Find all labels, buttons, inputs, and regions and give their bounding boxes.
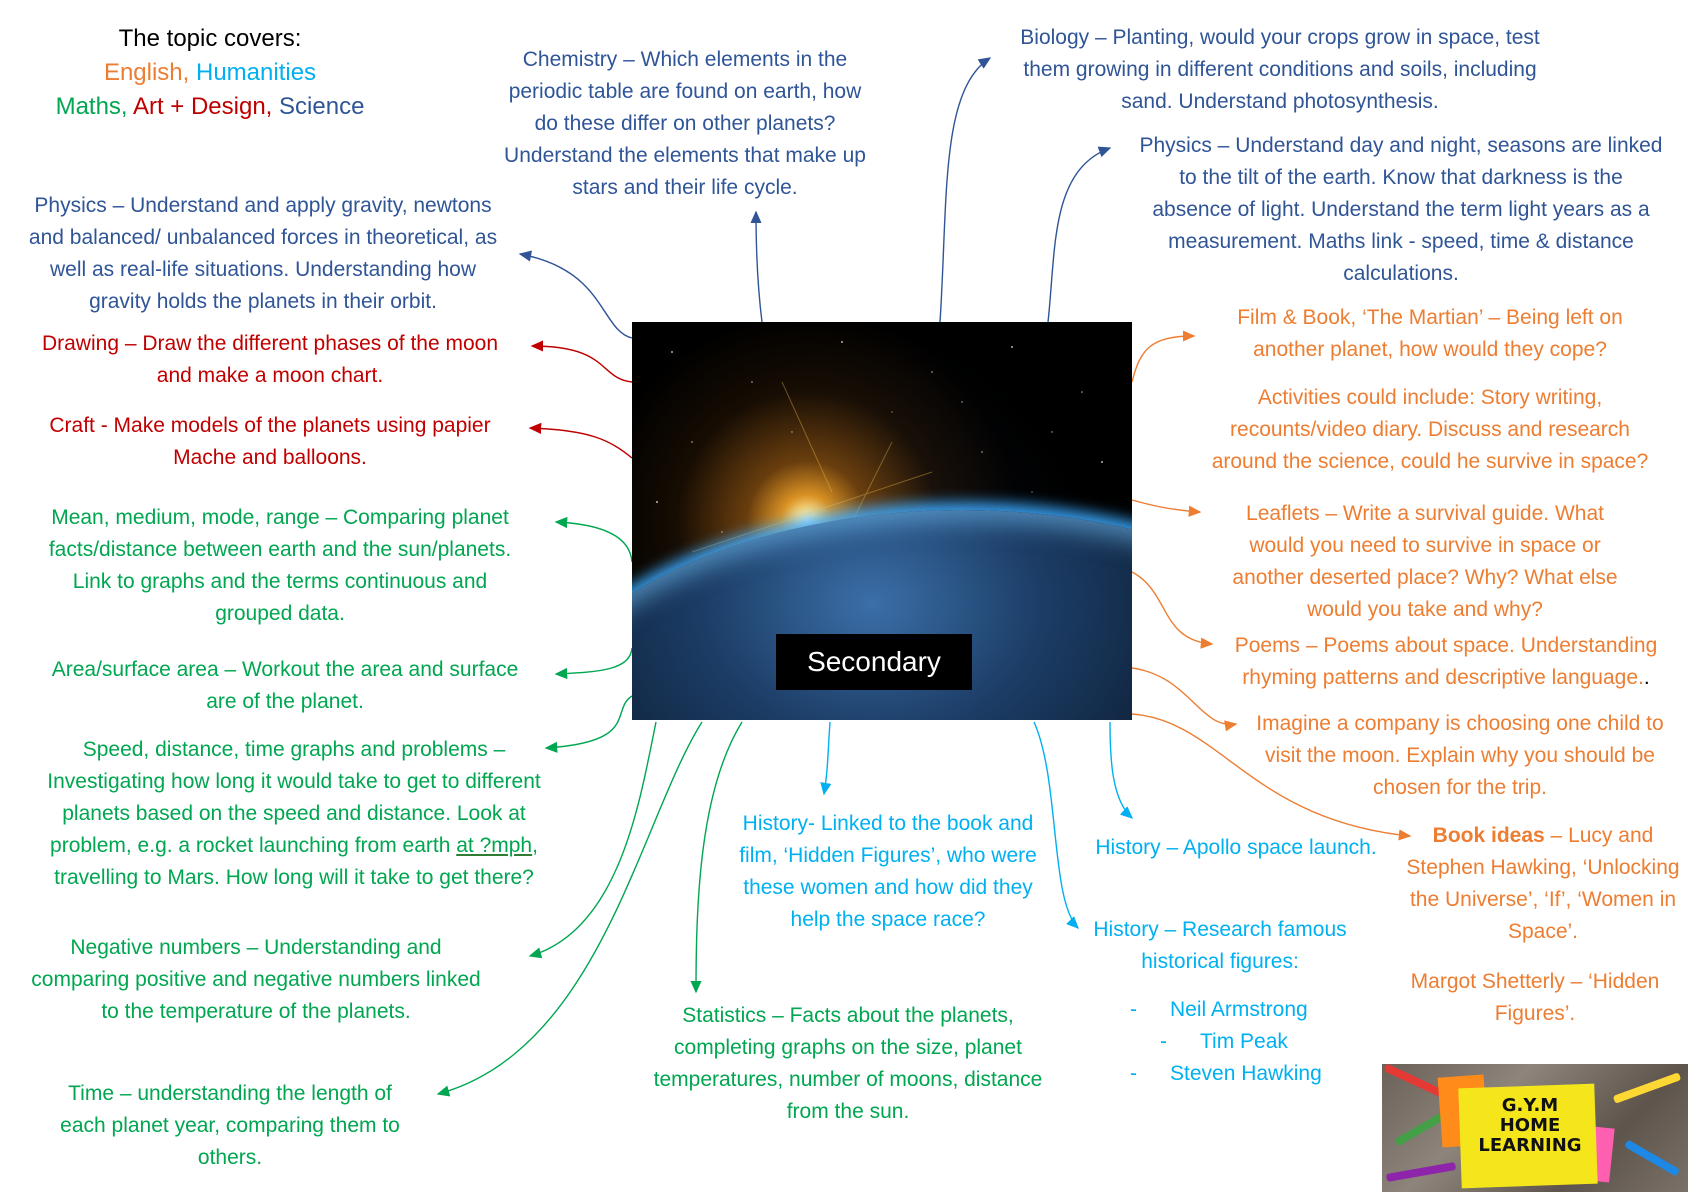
speed-mph-link[interactable]: at ?mph <box>456 834 533 857</box>
arrow-drawing <box>532 346 632 382</box>
apollo-text: History – Apollo space launch. <box>1095 836 1377 859</box>
figures-list <box>1130 994 1390 1090</box>
negative-numbers-text: Negative numbers – Understanding and comparing positive and negative numbers linked to the temperature of the planets. <box>31 936 481 1023</box>
legend-science: Science <box>279 93 365 120</box>
legend-art-design: Art + Design, <box>132 93 273 120</box>
legend-maths: Maths, <box>55 93 128 120</box>
drawing-text: Drawing – Draw the different phases of the moon and make a moon chart. <box>41 332 499 387</box>
activities-text: Activities could include: Story writing, recounts/video diary. Discuss and research around the science, could he survive in space? <box>1211 386 1649 473</box>
logo-text: G.Y.M HOME LEARNING <box>1478 1095 1582 1156</box>
arrow-physics-daynight <box>1048 148 1110 322</box>
poems-text: Poems – Poems about space. Understanding rhyming patterns and descriptive language.. <box>1234 634 1658 689</box>
earth-sunrise-image <box>632 322 1132 720</box>
physics-daynight-text: Physics – Understand day and night, seasons are linked to the tilt of the earth. Know that darkness is the absence of light. Understand the term light years as a measurement. Maths link - speed, time & distance calculations. <box>1139 134 1663 285</box>
arrow-hidden-figures <box>824 722 830 794</box>
list-item: - Tim Peak <box>1160 1030 1288 1053</box>
topic-legend <box>20 22 400 124</box>
area-text: Area/surface area – Workout the area and surface are of the planet. <box>51 658 519 713</box>
leaflets-text: Leaflets – Write a survival guide. What would you need to survive in space or another deserted place? Why? What else would you take and why? <box>1232 502 1618 621</box>
arrow-craft <box>530 428 632 458</box>
time-text: Time – understanding the length of each planet year, comparing them to others. <box>60 1082 400 1169</box>
legend-humanities: Humanities <box>196 59 317 86</box>
legend-title: The topic covers: <box>118 25 302 52</box>
physics-gravity-text: Physics – Understand and apply gravity, newtons and balanced/ unbalanced forces in theoretical, as well as real-life situations. Understanding how gravity holds the planets in their orbit. <box>28 194 498 313</box>
martian-text: Film & Book, ‘The Martian’ – Being left on another planet, how would they cope? <box>1237 306 1623 361</box>
legend-english: English, <box>103 59 190 86</box>
statistics-text: Statistics – Facts about the planets, completing graphs on the size, planet temperatures, number of moons, distance from the sun. <box>653 1004 1043 1123</box>
list-item: - Steven Hawking <box>1130 1062 1322 1085</box>
gym-home-learning-logo <box>1382 1064 1688 1192</box>
arrow-physics-gravity <box>520 254 632 338</box>
arrow-area <box>556 648 632 674</box>
arrow-martian <box>1132 336 1194 382</box>
book-ideas-text: Book ideas – Lucy and Stephen Hawking, ‘Unlocking the Universe’, ‘If’, ‘Women in Space’. <box>1406 824 1680 943</box>
biology-text: Biology – Planting, would your crops grow in space, test them growing in different conditions and soils, including sand. Understand photosynthesis. <box>1020 26 1540 113</box>
hidden-figures-text: History- Linked to the book and film, ‘Hidden Figures’, who were these women and how did they help the space race? <box>739 812 1037 931</box>
speed-text: Speed, distance, time graphs and problems – Investigating how long it would take to get to different planets based on the speed and distance. Look at problem, e.g. a rocket launching from earth at ?mph, travelling to Mars. How long will it take to get there? <box>47 738 541 889</box>
arrow-leaflets <box>1132 500 1200 512</box>
chemistry-text: Chemistry – Which elements in the periodic table are found on earth, how do these differ on other planets? Understand the elements that make up stars and their life cycle. <box>504 48 866 199</box>
margot-text: Margot Shetterly – ‘Hidden Figures’. <box>1410 970 1660 1025</box>
center-caption: Secondary <box>776 634 972 690</box>
arrow-averages <box>556 522 632 562</box>
craft-text: Craft - Make models of the planets using papier Mache and balloons. <box>49 414 491 469</box>
arrow-biology <box>940 58 990 322</box>
arrow-apollo <box>1110 722 1132 818</box>
list-item: - Neil Armstrong <box>1130 998 1308 1021</box>
arrow-chemistry <box>756 212 762 322</box>
imagine-text: Imagine a company is choosing one child to visit the moon. Explain why you should be chosen for the trip. <box>1256 712 1664 799</box>
averages-text: Mean, medium, mode, range – Comparing planet facts/distance between earth and the sun/planets. Link to graphs and the terms continuous and grouped data. <box>48 506 512 625</box>
famous-figures-text: History – Research famous historical figures: <box>1093 918 1347 973</box>
book-ideas-heading: Book ideas <box>1432 824 1545 847</box>
